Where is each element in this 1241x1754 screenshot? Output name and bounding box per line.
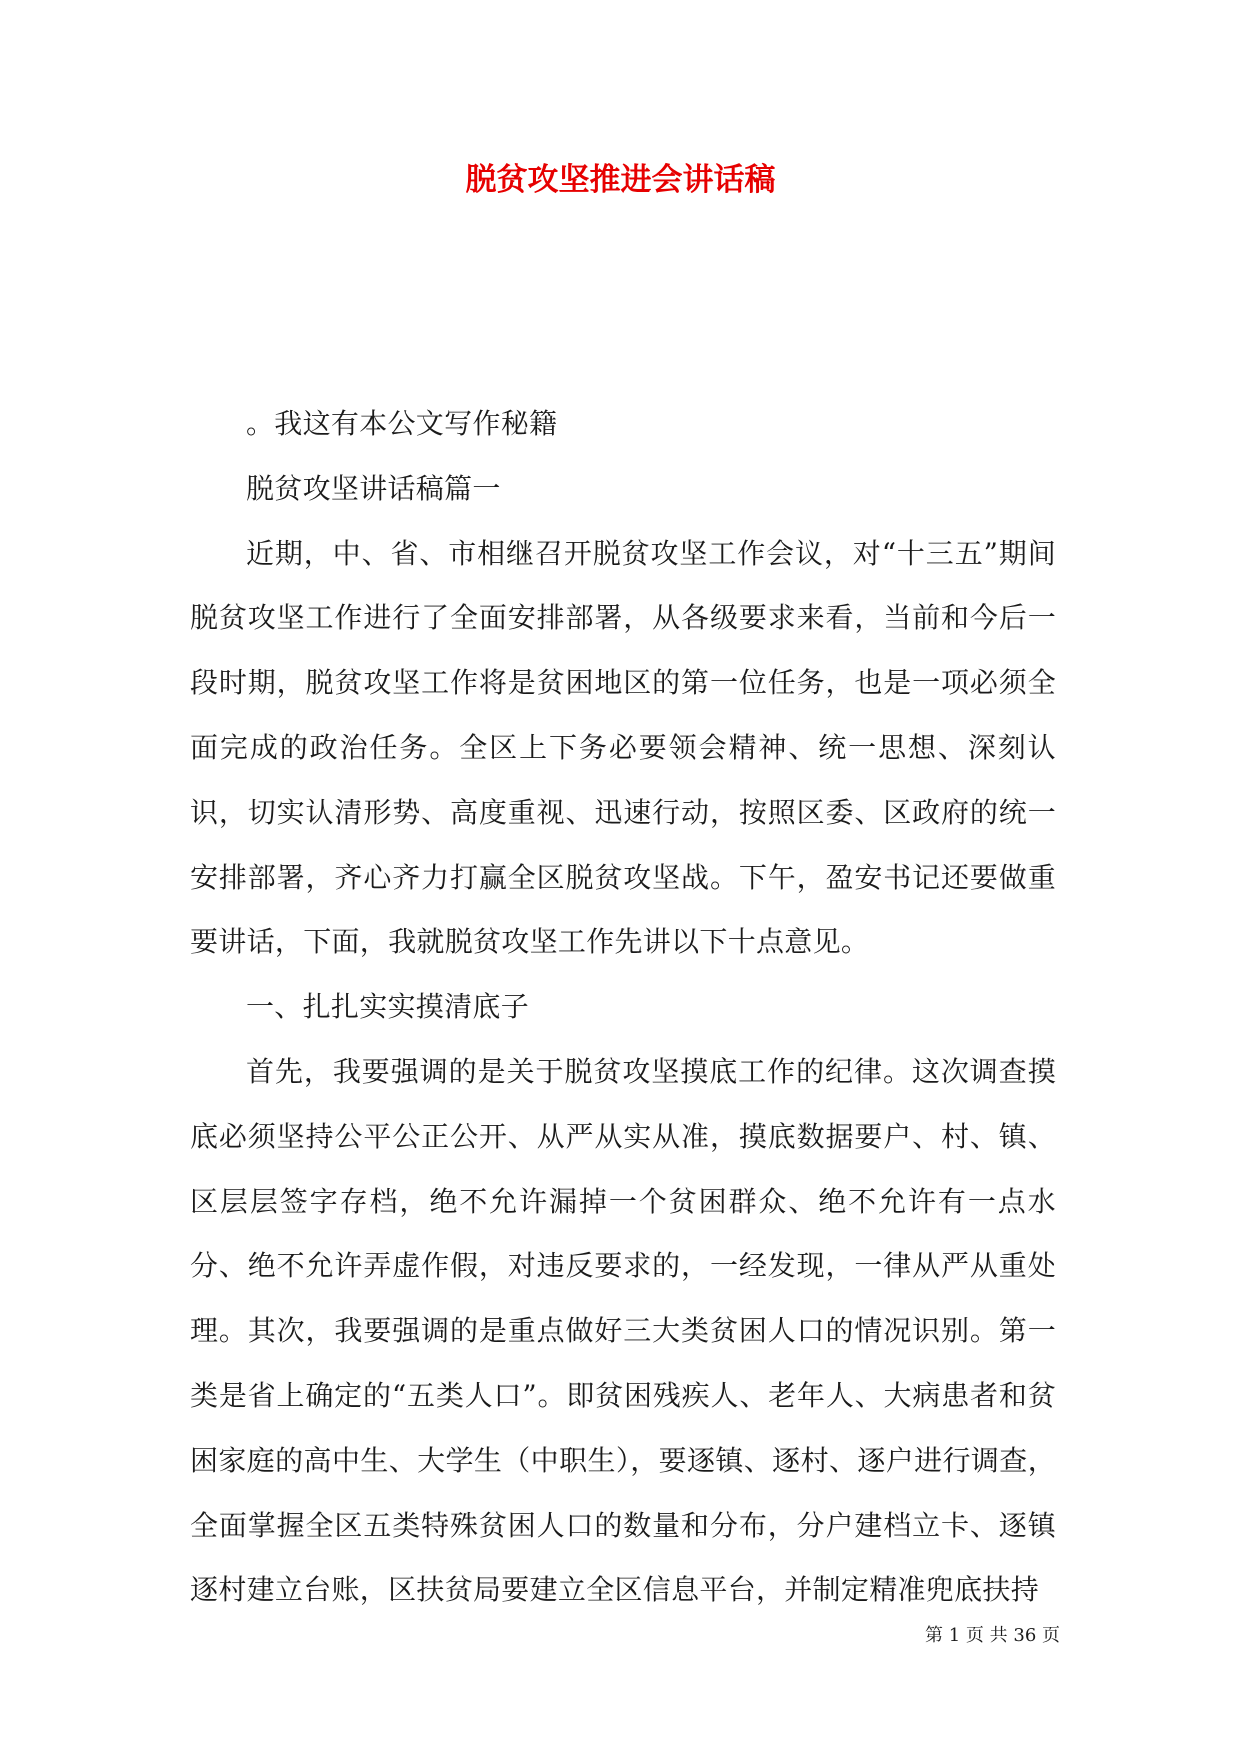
section-heading-part-one: 脱贫攻坚讲话稿篇一 — [246, 471, 501, 505]
document-body — [190, 392, 1056, 1623]
paragraph: 近期，中、省、市相继召开脱贫攻坚工作会议，对“十三五”期间脱贫攻坚工作进行了全面安排部署，从各级要求来看，当前和今后一段时期，脱贫攻坚工作将是贫困地区的第一位任务，也是一项必须全面完成的政治任务。全区上下务必要领会精神、统一思想、深刻认识，切实认清形势、高度重视、迅速行动，按照区委、区政府的统一安排部署，齐心齐力打赢全区脱贫攻坚战。下午，盈安书记还要做重要讲话，下面，我就脱贫攻坚工作先讲以下十点意见。 — [190, 536, 1056, 959]
paragraph-intro: 。我这有本公文写作秘籍 — [246, 407, 558, 440]
document-title: 脱贫攻坚推进会讲话稿 — [465, 162, 776, 198]
page-number-footer: 第 1 页 共 36 页 — [925, 1625, 1060, 1646]
section-heading: 一、扎扎实实摸清底子 — [246, 990, 530, 1024]
paragraph: 首先，我要强调的是关于脱贫攻坚摸底工作的纪律。这次调查摸底必须坚持公平公正公开、从严从实从准，摸底数据要户、村、镇、区层层签字存档，绝不允许漏掉一个贫困群众、绝不允许有一点水分、绝不允许弄虚作假，对违反要求的，一经发现，一律从严从重处理。其次，我要强调的是重点做好三大类贫困人口的情况识别。第一类是省上确定的“五类人口”。即贫困残疾人、老年人、大病患者和贫困家庭的高中生、大学生（中职生），要逐镇、逐村、逐户进行调查，全面掌握全区五类特殊贫困人口的数量和分布，分户建档立卡、逐镇逐村建立台账，区扶贫局要建立全区信息平台，并制定精准兜底扶持 — [190, 1054, 1056, 1607]
